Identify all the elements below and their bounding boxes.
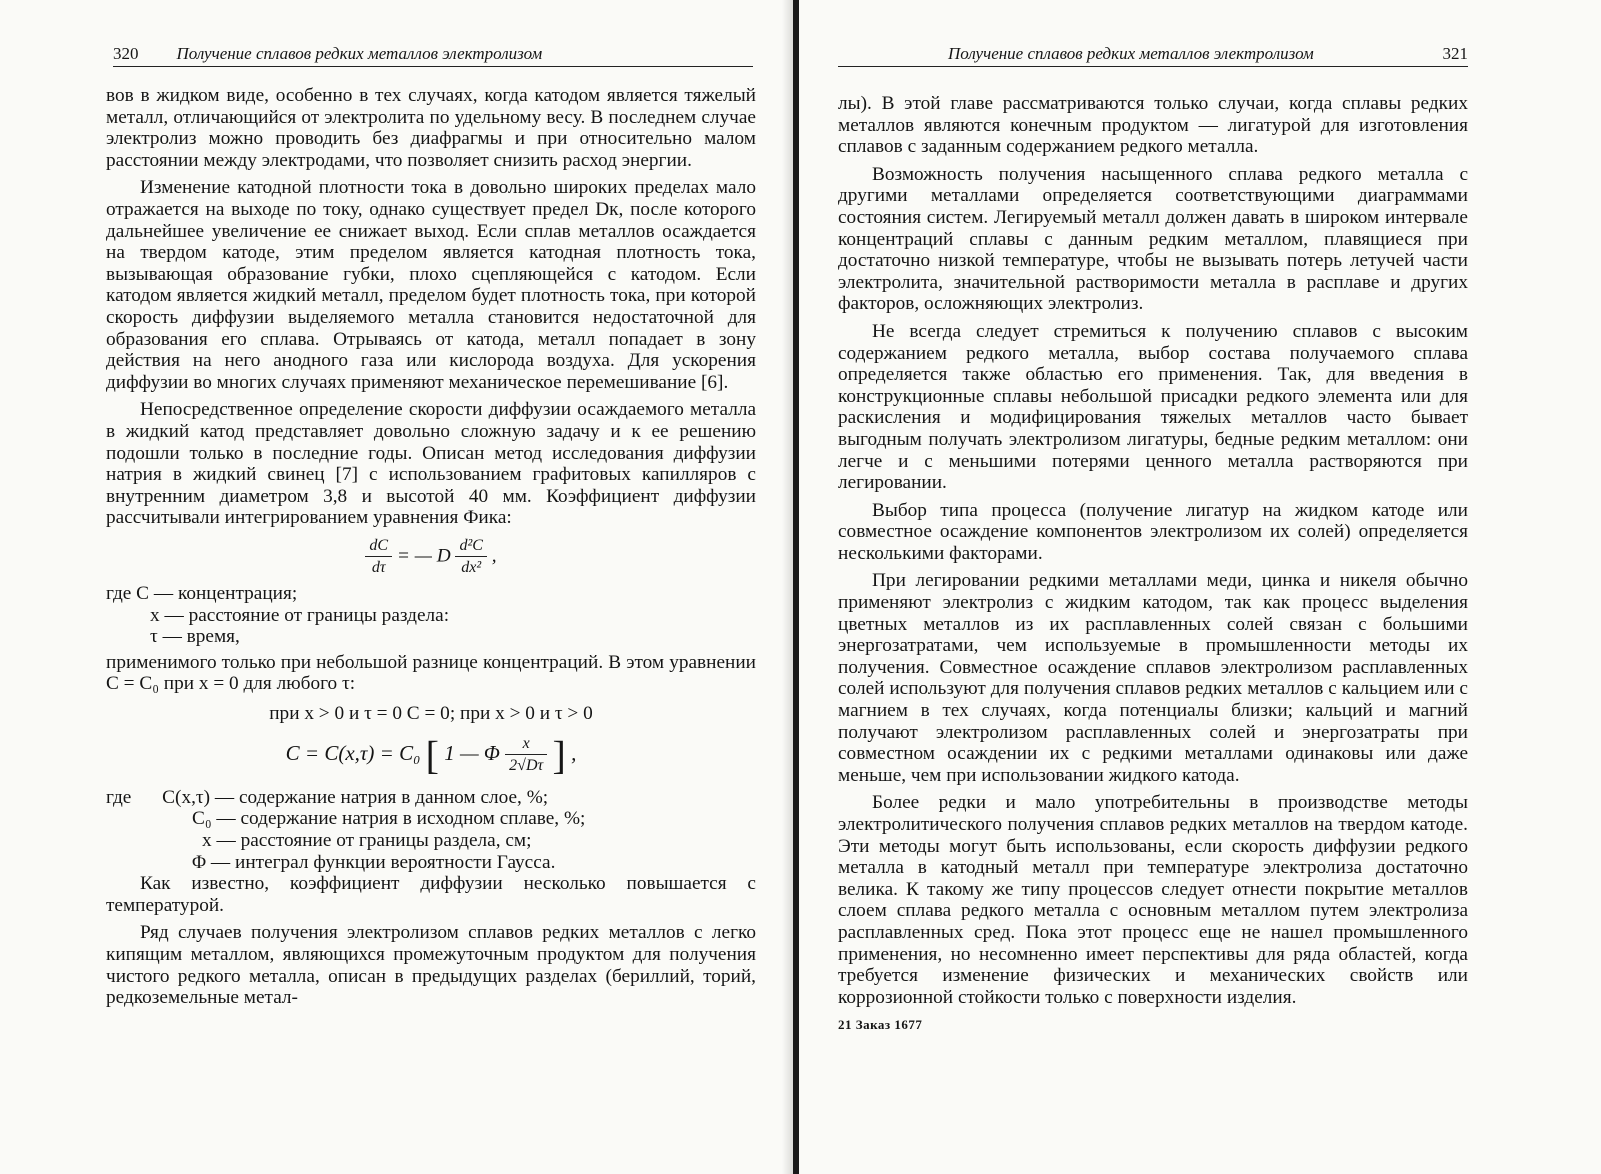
right-para-3: Не всегда следует стремиться к получению сплавов с высоким содержанием редкого металла, выбор состава получаемого сплава определяется также областью его применения. Так, для введения в конструкционные сплавы небольшой присадки редкого элемента или для раскисления и модифицирования тяжелых металлов часто бывает выгодным получать электролизом лигатуры, бедные редким металлом: они легче и с меньшими потерями ценного металла растворяются при легировании. (838, 320, 1468, 494)
left-page-header (113, 38, 753, 67)
left-para-2: Изменение катодной плотности тока в довольно широких пределах мало отражается на выходе по току, однако существует предел Dк, после которого дальнейшее увеличение ее снижает выход. Если сплав металлов осаждается на твердом катоде, этим пределом является катодная плотность тока, вызывающая образование губки, плохо сцепляющейся с катодом. Если катодом является жидкий металл, пределом будет плотность тока, при которой скорость диффузии выделяемого металла становится недостаточной для образования его сплава. Отрываясь от катода, металл попадает в зону действия на него анодного газа или кислорода воздуха. Для ускорения диффузии во многих случаях применяют механическое перемешивание [6]. (106, 177, 756, 393)
left-page-number: 320 (113, 44, 139, 63)
where-label-2: где (106, 786, 132, 808)
right-bracket: ] (552, 731, 566, 777)
left-bracket: [ (425, 731, 439, 777)
left-page-body (106, 85, 756, 1015)
solution-definitions (106, 787, 756, 873)
right-page (800, 0, 1601, 1174)
where-label: где (106, 583, 132, 605)
fick-rhs-numerator: d²C (455, 535, 486, 558)
signature-mark: 21 Заказ 1677 (838, 1017, 923, 1033)
boundary-conditions: при x > 0 и τ = 0 C = 0; при x > 0 и τ > 0 (269, 703, 593, 725)
right-para-5: При легировании редкими металлами меди, цинка и никеля обычно применяют электролиз с жидким катодом, так как процесс выделения цветных металлов из их расплавленных солей связан с большими энергозатратами, чем используемые в промышленности методы их получения. Совместное осаждение сплавов электролизом расплавленных солей используют для получения сплавов редких металлов с кальцием или с магнием в тех случаях, когда потенциалы близки; кальций и магний получают электролизом расплавленных солей и энергозатраты при совместном осаждении их с редкими металлами одинаковы или даже меньше, чем при использовании жидкого катода. (838, 570, 1468, 786)
fick-lhs-numerator: dC (365, 535, 392, 558)
definition-where-1 (106, 583, 756, 605)
fick-rhs-denominator: dx² (461, 559, 482, 577)
solution-numerator: x (505, 733, 547, 756)
right-para-4: Выбор типа процесса (получение лигатур на жидком катоде или совместное осаждение компонентов электролизом их солей) определяется несколькими факторами. (838, 499, 1468, 564)
solution-lhs: C = C(x,τ) = C₀ (285, 740, 421, 765)
def-phi: Φ — интеграл функции вероятности Гаусса. (192, 851, 556, 873)
right-para-2: Возможность получения насыщенного сплава редкого металла с другими металлами определяется соответствующими диаграммами состояния систем. Легируемый металл должен давать в широком интервале концентраций сплавы с данным редким металлом, плавящиеся при достаточно низкой температуре, чтобы не вызывать потерь летучей части электролита, значительной растворимости металла в расплаве и других факторов, осложняющих электролиз. (838, 163, 1468, 315)
right-running-title: Получение сплавов редких металлов электролизом (948, 44, 1314, 63)
fick-middle: = — D (396, 545, 451, 567)
solution-def-1 (106, 787, 756, 809)
definition-concentration: C — концентрация; (136, 583, 298, 605)
fick-end: , (491, 545, 497, 567)
left-page (0, 0, 790, 1174)
solution-equation (106, 733, 756, 777)
solution-end: , (571, 740, 577, 765)
right-page-header (838, 38, 1468, 67)
book-gutter (793, 0, 799, 1174)
left-para-3: Непосредственное определение скорости диффузии осаждаемого металла в жидкий катод представляет довольно сложную задачу и к ее решению подошли только в последние годы. Описан метод исследования диффузии натрия в жидкий свинец [7] с использованием графитовых капилляров с внутренним диаметром 3,8 и высотой 40 мм. Коэффициент диффузии рассчитывали интегрированием уравнения Фика: (106, 399, 756, 529)
solution-fraction (505, 733, 547, 777)
def-c0: C₀ — содержание натрия в исходном сплаве, %; (192, 808, 586, 830)
solution-inner: 1 — Φ (444, 740, 500, 765)
definition-distance: x — расстояние от границы раздела: (150, 604, 450, 626)
definition-time: τ — время, (150, 626, 240, 648)
left-para-4: применимого только при небольшой разнице концентраций. В этом уравнении C = C₀ при x = 0 для любого τ: (106, 651, 756, 695)
fick-lhs-fraction (365, 535, 392, 579)
right-para-6: Более редки и мало употребительны в производстве методы электролитического получения сплавов редких металлов на твердом катоде. Эти методы могут быть использованы, если скорость диффузии редкого металла в катодный металл при температуре электролиза достаточно велика. К такому же типу процессов следует отнести покрытие металлов слоем сплава редкого металла с основным металлом путем электролиза расплавленных сред. Пока этот процесс еще не нашел промышленного применения, но несомненно имеет перспективы для ряда областей, когда требуется изменение физических и механических свойств или коррозионной стойкости только с поверхности изделия. (838, 792, 1468, 1008)
fick-definitions (106, 583, 756, 648)
left-para-6: Ряд случаев получения электролизом сплавов редких металлов с легко кипящим металлом, являющихся промежуточным продуктом для получения чистого редкого металла, описан в предыдущих разделах (бериллий, торий, редкоземельные метал- (106, 922, 756, 1009)
fick-lhs-denominator: dτ (371, 559, 386, 577)
def-x: x — расстояние от границы раздела, см; (202, 830, 532, 851)
left-running-title: Получение сплавов редких металлов электролизом (176, 44, 543, 63)
right-page-number: 321 (1442, 44, 1468, 63)
fick-equation (106, 535, 756, 579)
left-para-5: Как известно, коэффициент диффузии несколько повышается с температурой. (106, 873, 756, 916)
fick-rhs-fraction (455, 535, 486, 579)
solution-denominator: 2√Dτ (509, 757, 544, 775)
right-para-1: лы). В этой главе рассматриваются только случаи, когда сплавы редких металлов являются конечным продуктом — лигатурой для изготовления сплавов с заданным содержанием редкого металла. (838, 93, 1468, 158)
right-page-body (838, 93, 1468, 1036)
left-para-1: вов в жидком виде, особенно в тех случаях, когда катодом является тяжелый металл, отличающийся от электролита по удельному весу. В последнем случае электролиз можно проводить без диафрагмы и при относительно малом расстоянии между электродами, что позволяет снизить расход энергии. (106, 85, 756, 171)
def-cx-tau: C(x,τ) — содержание натрия в данном слое, %; (162, 786, 549, 808)
